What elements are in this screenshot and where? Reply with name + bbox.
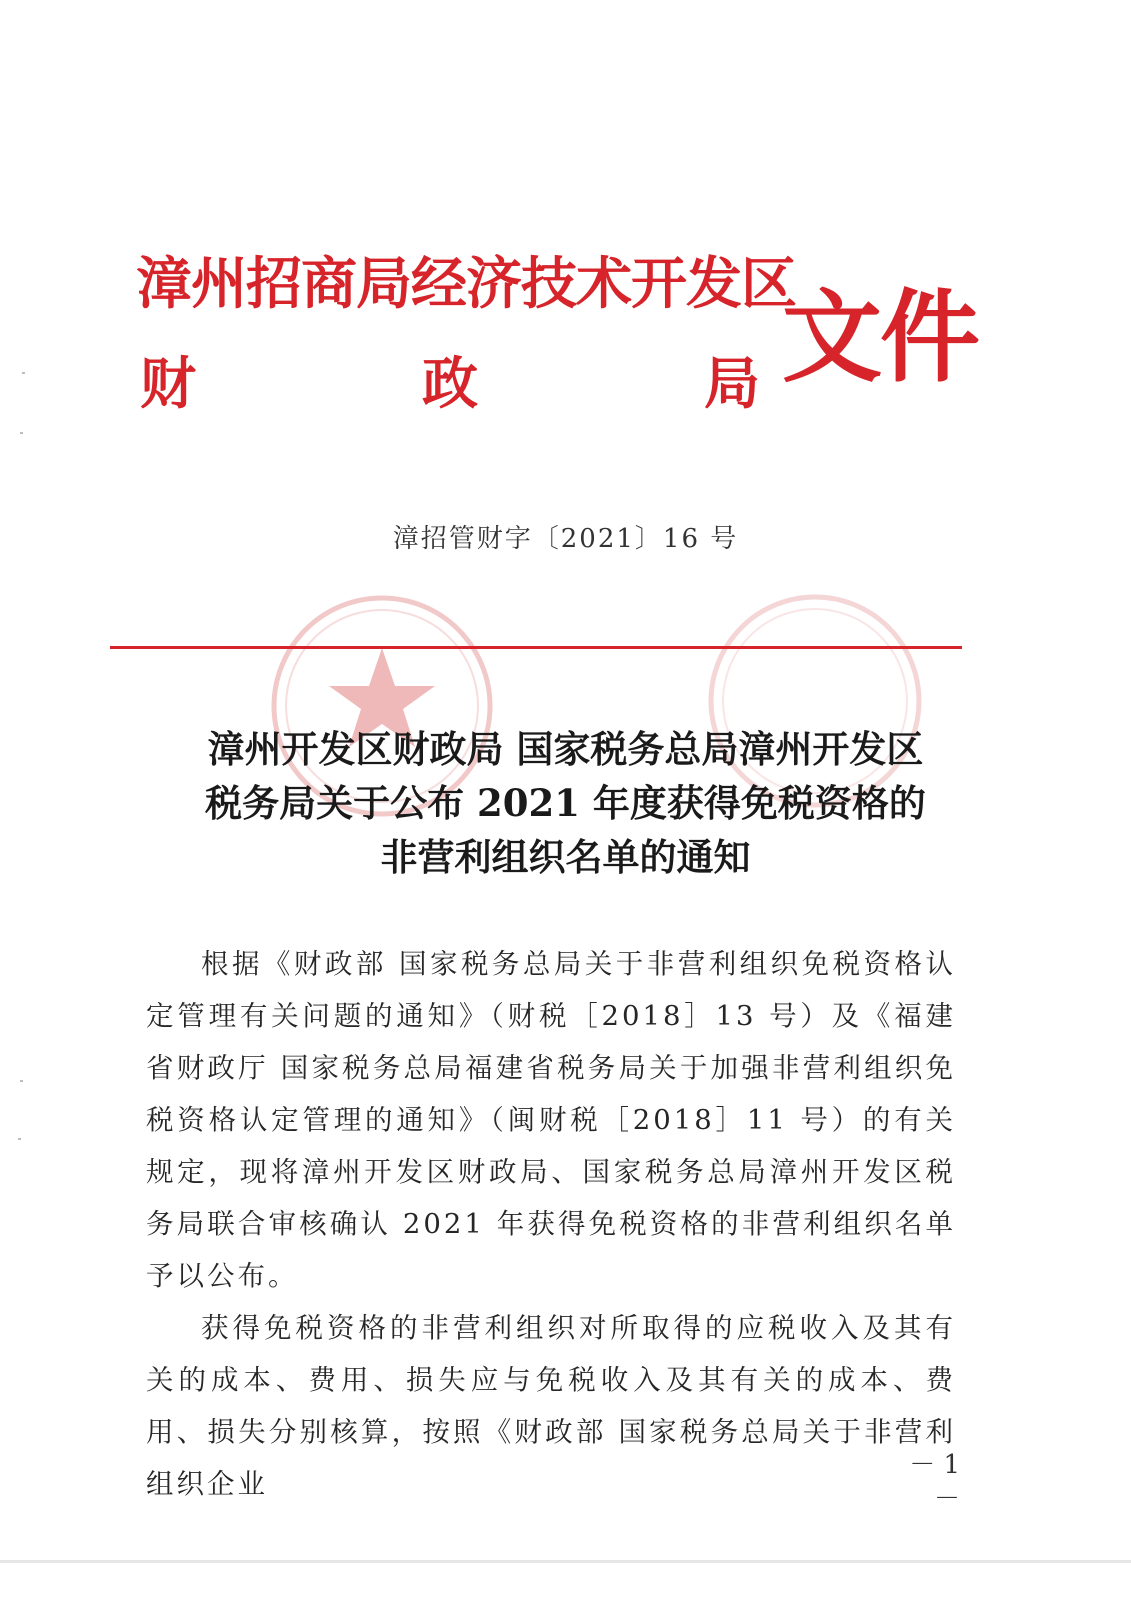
title-line-3: 非营利组织名单的通知 bbox=[380, 835, 751, 879]
scan-edge bbox=[0, 1560, 1131, 1563]
body-paragraph-2: 获得免税资格的非营利组织对所取得的应税收入及其有关的成本、费用、损失应与免税收入及其有关的成本、费用、损失分别核算，按照《财政部 国家税务总局关于非营利组织企业 bbox=[146, 1312, 956, 1500]
issuer-char-2: 政 bbox=[422, 351, 478, 417]
scan-speck bbox=[22, 372, 25, 374]
issuer-name-line2 bbox=[140, 352, 765, 418]
issuer-char-3: 局 bbox=[704, 351, 760, 417]
issuer-char-1: 财 bbox=[140, 351, 196, 417]
scan-speck bbox=[20, 1080, 23, 1082]
title-line-2: 税务局关于公布 2021 年度获得免税资格的 bbox=[205, 781, 926, 825]
document-body bbox=[146, 938, 956, 1510]
document-number: 漳招管财字〔2021〕16 号 bbox=[392, 524, 739, 554]
title-line-1: 漳州开发区财政局 国家税务总局漳州开发区 bbox=[207, 727, 924, 771]
page-number: － 1 － bbox=[909, 1450, 960, 1514]
document-title bbox=[0, 722, 1131, 884]
red-divider-line bbox=[110, 646, 962, 649]
body-paragraph-1: 根据《财政部 国家税务总局关于非营利组织免税资格认定管理有关问题的通知》（财税［2018］13 号）及《福建省财政厅 国家税务总局福建省税务局关于加强非营利组织免税资格认定管理的通知》（闽财税［2018］11 号）的有关规定，现将漳州开发区财政局、国家税务总局漳州开发区税务局联合审核确认 2021 年获得免税资格的非营利组织名单予以公布。 bbox=[146, 948, 956, 1292]
issuer-name-line1: 漳州招商局经济技术开发区 bbox=[136, 251, 796, 317]
scan-speck bbox=[20, 432, 23, 434]
scan-speck bbox=[18, 1138, 21, 1140]
document-type-label: 文件 bbox=[782, 278, 978, 396]
